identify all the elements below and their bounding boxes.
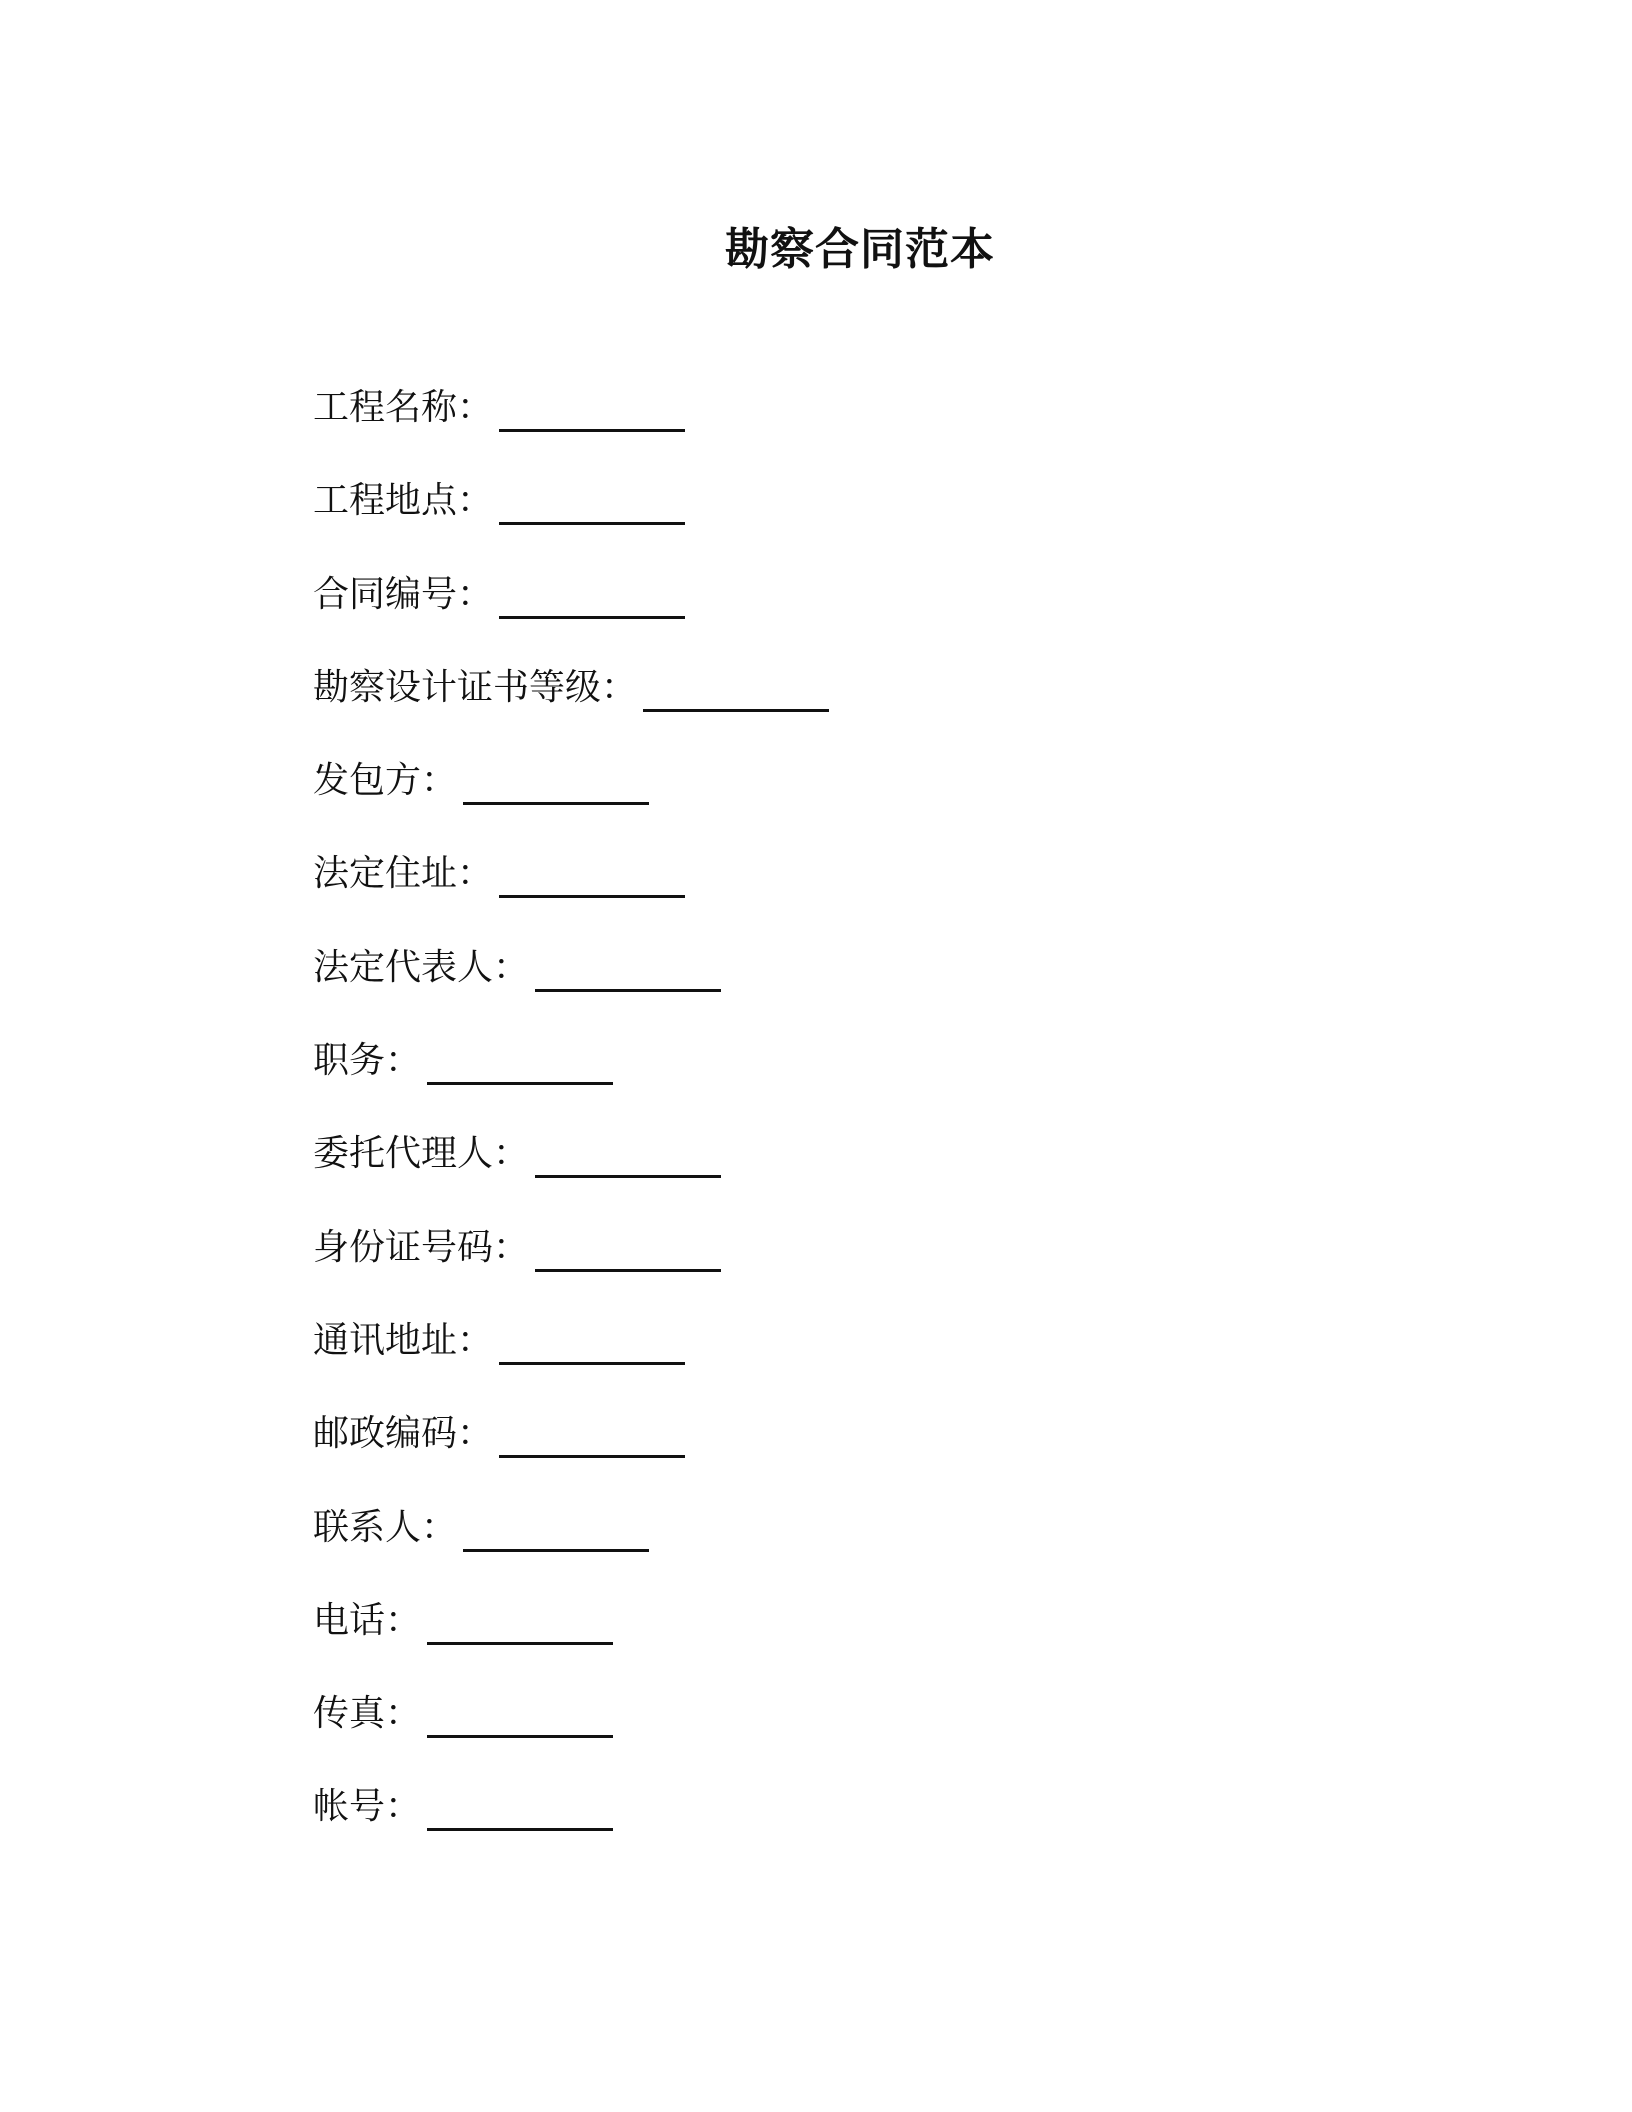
- field-project-location: [313, 476, 1413, 569]
- field-legal-representative: [313, 943, 1413, 1036]
- field-contract-number: [313, 570, 1413, 663]
- field-label: 工程地点：: [313, 480, 494, 522]
- fill-in-blank: [499, 570, 685, 619]
- field-label: 职务：: [313, 1040, 422, 1082]
- fill-in-blank: [427, 1689, 613, 1738]
- field-label: 邮政编码：: [313, 1413, 494, 1455]
- field-postal-code: [313, 1409, 1413, 1502]
- field-legal-address: [313, 849, 1413, 942]
- contract-fields: [313, 383, 1413, 1876]
- field-label: 联系人：: [313, 1506, 458, 1548]
- field-id-number: [313, 1223, 1413, 1316]
- field-label: 法定住址：: [313, 853, 494, 895]
- field-project-name: [313, 383, 1413, 476]
- field-label: 传真：: [313, 1693, 422, 1735]
- field-authorized-agent: [313, 1129, 1413, 1222]
- field-label: 发包方：: [313, 760, 458, 802]
- field-account-number: [313, 1782, 1413, 1875]
- field-label: 工程名称：: [313, 387, 494, 428]
- fill-in-blank: [463, 1503, 649, 1552]
- fill-in-blank: [499, 1409, 685, 1458]
- fill-in-blank: [535, 1223, 721, 1272]
- fill-in-blank: [499, 383, 685, 432]
- fill-in-blank: [463, 756, 649, 805]
- field-contact-person: [313, 1503, 1413, 1596]
- fill-in-blank: [427, 1036, 613, 1085]
- field-client: [313, 756, 1413, 849]
- fill-in-blank: [535, 1129, 721, 1178]
- field-label: 电话：: [313, 1599, 422, 1641]
- document-title: 勘察合同范本: [725, 224, 995, 275]
- field-certificate-grade: [313, 663, 1413, 756]
- fill-in-blank: [499, 476, 685, 525]
- field-label: 法定代表人：: [313, 946, 530, 988]
- fill-in-blank: [499, 1316, 685, 1365]
- field-position: [313, 1036, 1413, 1129]
- fill-in-blank: [499, 849, 685, 898]
- field-label: 身份证号码：: [313, 1226, 530, 1268]
- fill-in-blank: [643, 663, 829, 712]
- field-mailing-address: [313, 1316, 1413, 1409]
- fill-in-blank: [535, 943, 721, 992]
- field-label: 合同编号：: [313, 573, 494, 615]
- fill-in-blank: [427, 1782, 613, 1831]
- field-label: 通讯地址：: [313, 1319, 494, 1361]
- fill-in-blank: [427, 1596, 613, 1645]
- field-label: 勘察设计证书等级：: [313, 666, 638, 708]
- field-fax: [313, 1689, 1413, 1782]
- field-label: 委托代理人：: [313, 1133, 530, 1175]
- field-phone: [313, 1596, 1413, 1689]
- field-label: 帐号：: [313, 1786, 422, 1828]
